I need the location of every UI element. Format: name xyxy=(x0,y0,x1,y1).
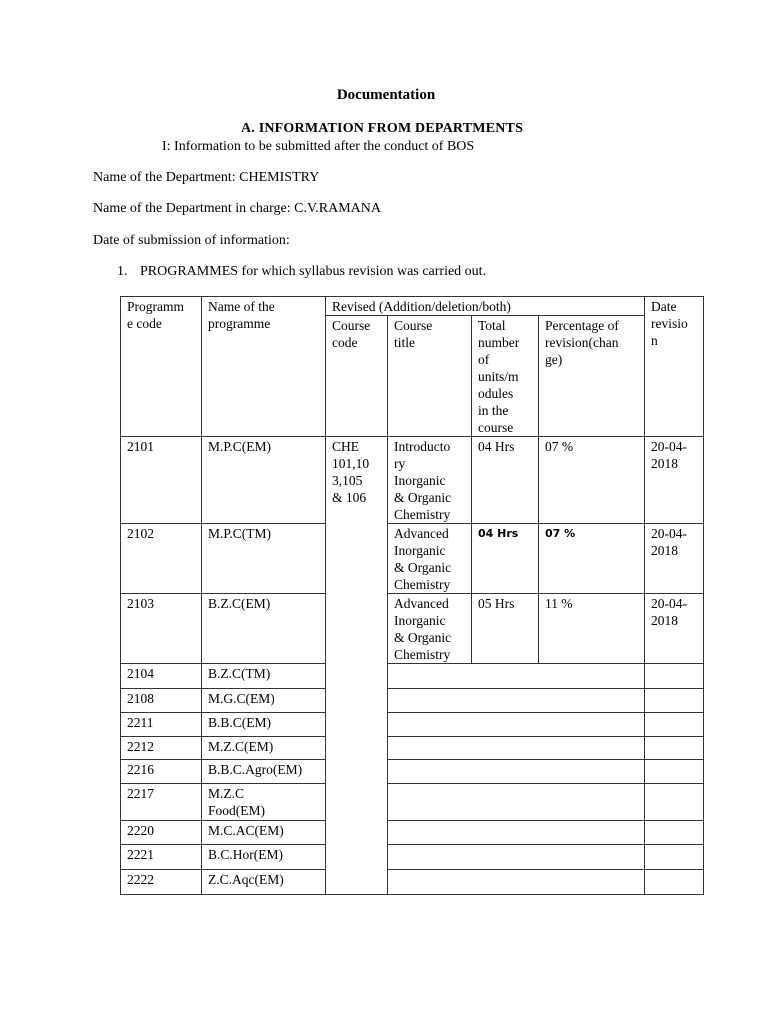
empty-cell xyxy=(645,784,704,821)
empty-cell xyxy=(388,784,645,821)
programme-code-cell: 2103 xyxy=(121,594,202,664)
section-a-heading: A. INFORMATION FROM DEPARTMENTS xyxy=(241,121,524,136)
programme-name-cell: B.C.Hor(EM) xyxy=(202,845,326,870)
header-date-revision: Date revisio n xyxy=(645,297,704,437)
table-row xyxy=(121,689,704,713)
programme-name-cell: Z.C.Aqc(EM) xyxy=(202,870,326,895)
department-name-line: Name of the Department: CHEMISTRY xyxy=(93,170,320,185)
course-title-cell: Advanced Inorganic & Organic Chemistry xyxy=(388,594,472,664)
percentage-cell: 07 % xyxy=(539,437,645,524)
header-revised: Revised (Addition/deletion/both) xyxy=(326,297,645,316)
course-title-cell: Advanced Inorganic & Organic Chemistry xyxy=(388,524,472,594)
programme-code-cell: 2220 xyxy=(121,821,202,845)
programme-code-cell: 2108 xyxy=(121,689,202,713)
programme-code-cell: 2101 xyxy=(121,437,202,524)
date-revision-cell: 20-04- 2018 xyxy=(645,524,704,594)
empty-cell xyxy=(645,689,704,713)
programme-name-cell: M.P.C(EM) xyxy=(202,437,326,524)
header-percentage: Percentage of revision(chan ge) xyxy=(539,316,645,437)
header-programme-name: Name of the programme xyxy=(202,297,326,437)
programme-name-cell: B.B.C(EM) xyxy=(202,713,326,737)
total-units-cell: 04 Hrs xyxy=(472,437,539,524)
table-row xyxy=(121,845,704,870)
header-course-code: Course code xyxy=(326,316,388,437)
table-row xyxy=(121,713,704,737)
programme-code-cell: 2222 xyxy=(121,870,202,895)
table-row xyxy=(121,737,704,760)
date-revision-cell: 20-04- 2018 xyxy=(645,594,704,664)
table-row xyxy=(121,594,704,664)
document-title: Documentation xyxy=(336,87,436,103)
programme-name-cell: M.G.C(EM) xyxy=(202,689,326,713)
empty-cell xyxy=(645,664,704,689)
total-units-cell: 04 Hrs xyxy=(472,524,539,594)
empty-cell xyxy=(645,713,704,737)
programme-code-cell: 2211 xyxy=(121,713,202,737)
department-incharge-line: Name of the Department in charge: C.V.RAMANA xyxy=(93,201,381,216)
date-revision-cell: 20-04- 2018 xyxy=(645,437,704,524)
programme-name-cell: M.C.AC(EM) xyxy=(202,821,326,845)
table-row xyxy=(121,870,704,895)
empty-cell xyxy=(388,870,645,895)
table-row xyxy=(121,437,704,524)
programmes-table xyxy=(120,296,704,895)
programme-code-cell: 2217 xyxy=(121,784,202,821)
programme-name-cell: M.P.C(TM) xyxy=(202,524,326,594)
empty-cell xyxy=(645,821,704,845)
empty-cell xyxy=(388,821,645,845)
section-i-subheading: I: Information to be submitted after the conduct of BOS xyxy=(162,139,475,154)
programme-name-cell: B.Z.C(EM) xyxy=(202,594,326,664)
empty-cell xyxy=(388,664,645,689)
programme-code-cell: 2221 xyxy=(121,845,202,870)
empty-cell xyxy=(388,845,645,870)
percentage-cell: 11 % xyxy=(539,594,645,664)
table-row xyxy=(121,664,704,689)
course-title-cell: Introducto ry Inorganic & Organic Chemistry xyxy=(388,437,472,524)
course-code-cell: CHE 101,10 3,105 & 106 xyxy=(326,437,388,895)
list-item-number: 1. xyxy=(117,264,128,279)
empty-cell xyxy=(388,760,645,784)
empty-cell xyxy=(645,760,704,784)
percentage-cell: 07 % xyxy=(539,524,645,594)
empty-cell xyxy=(388,713,645,737)
table-row xyxy=(121,760,704,784)
header-programme-code: Programm e code xyxy=(121,297,202,437)
empty-cell xyxy=(388,689,645,713)
table-row xyxy=(121,784,704,821)
header-total-units: Total number of units/m odules in the course xyxy=(472,316,539,437)
total-units-cell: 05 Hrs xyxy=(472,594,539,664)
table-header-row xyxy=(121,297,704,316)
empty-cell xyxy=(388,737,645,760)
programme-code-cell: 2104 xyxy=(121,664,202,689)
programme-name-cell: M.Z.C(EM) xyxy=(202,737,326,760)
programme-code-cell: 2212 xyxy=(121,737,202,760)
programme-code-cell: 2216 xyxy=(121,760,202,784)
empty-cell xyxy=(645,870,704,895)
programme-name-cell: B.B.C.Agro(EM) xyxy=(202,760,326,784)
programme-code-cell: 2102 xyxy=(121,524,202,594)
submission-date-line: Date of submission of information: xyxy=(93,233,290,248)
empty-cell xyxy=(645,845,704,870)
list-item-text: PROGRAMMES for which syllabus revision was carried out. xyxy=(140,264,487,279)
table-row xyxy=(121,821,704,845)
table-row xyxy=(121,524,704,594)
programme-name-cell: B.Z.C(TM) xyxy=(202,664,326,689)
empty-cell xyxy=(645,737,704,760)
header-course-title: Course title xyxy=(388,316,472,437)
programme-name-cell: M.Z.C Food(EM) xyxy=(202,784,326,821)
